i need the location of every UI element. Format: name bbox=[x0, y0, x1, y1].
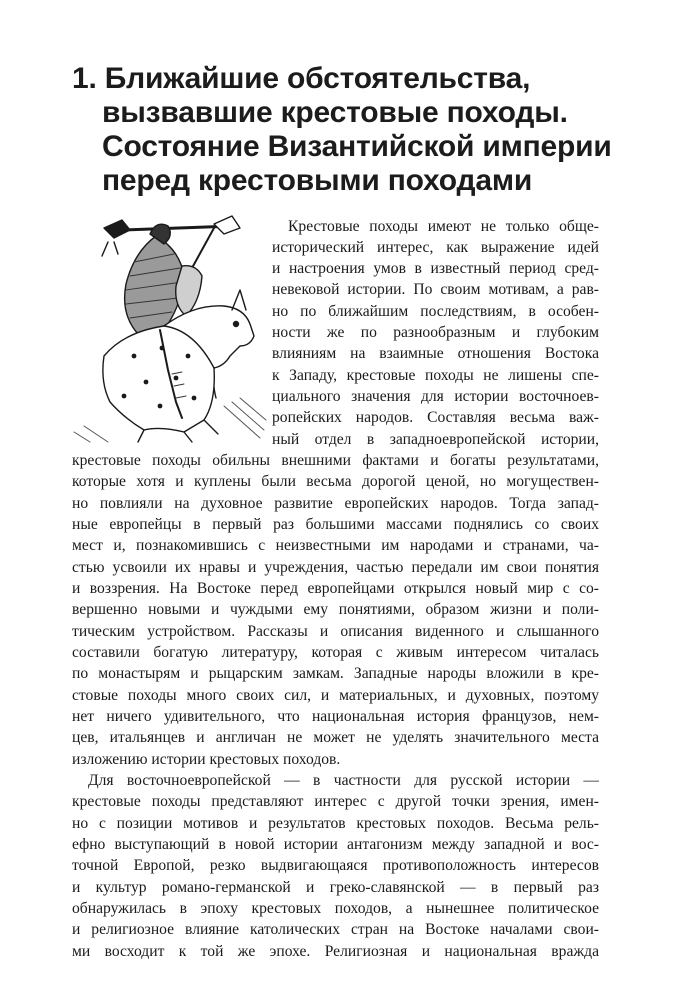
text-line: и настроения умов в известный период сред- bbox=[272, 260, 599, 277]
chapter-title-line: Состояние Византийской империи bbox=[102, 130, 612, 163]
text-line: и культур романо-германской и греко-славянской — в первый раз bbox=[72, 879, 599, 896]
text-line: циального значения для истории восточноев- bbox=[272, 388, 599, 405]
text-line: Крестовые походы имеют не только обще- bbox=[288, 218, 599, 235]
text-line: и религиозное влияние католических стран на Востоке началами свои- bbox=[72, 921, 599, 938]
text-line: нет ничего удивительного, что национальная история французов, нем- bbox=[72, 708, 599, 725]
text-line: по монастырям и рыцарским замкам. Западные народы вложили в кре- bbox=[72, 665, 599, 682]
text-line: стовые походы много своих сил, и материальных, и духовных, поэтому bbox=[72, 687, 599, 704]
text-line: но по ближайшим последствиям, в особен- bbox=[272, 303, 599, 320]
chapter-title-line: вызвавшие крестовые походы. bbox=[102, 96, 568, 129]
text-line: невековой истории. По своим мотивам, а рав- bbox=[272, 281, 599, 298]
text-line: ный отдел в западноевропейской истории, bbox=[272, 431, 599, 448]
crusader-knight-icon bbox=[64, 206, 269, 444]
text-line: цев, итальянцев и англичан не может не уделять значительного места bbox=[72, 729, 599, 746]
text-line: ности же по разнообразным и глубоким bbox=[272, 324, 599, 341]
text-line: точной Европой, резко выдвигающаяся противоположность интересов bbox=[72, 857, 599, 874]
text-line: к Западу, крестовые походы не лишены спе- bbox=[272, 367, 599, 384]
text-line: вершенно новыми и чуждыми ему понятиями, образом жизни и поли- bbox=[72, 601, 599, 618]
text-line: Для восточноевропейской — в частности для русской истории — bbox=[88, 772, 599, 789]
text-line: тическим устройством. Рассказы и описания виденного и слышанного bbox=[72, 623, 599, 640]
text-line: изложению истории крестовых походов. bbox=[72, 751, 341, 768]
text-line: но повлияли на духовное развитие европейских народов. Тогда запад- bbox=[72, 495, 599, 512]
text-line: ми восходит к той же эпохе. Религиозная и национальная вражда bbox=[72, 943, 599, 960]
text-line: и воззрения. На Востоке перед европейцами открылся новый мир с со- bbox=[72, 580, 599, 597]
text-line: ропейских народов. Составляя весьма важ- bbox=[272, 409, 599, 426]
chapter-title-line: перед крестовыми походами bbox=[102, 164, 533, 197]
text-line: мест и, познакомившись с неизвестными им народами и странами, ча- bbox=[72, 537, 599, 554]
text-line: которые хотя и куплены были весьма дорогой ценой, но могуществен- bbox=[72, 473, 599, 490]
text-line: влияниям на взаимные отношения Востока bbox=[272, 345, 599, 362]
text-line: обнаружилась в эпоху крестовых походов, а нынешнее политическое bbox=[72, 900, 599, 917]
text-line: стью усвоили их нравы и учреждения, частью передали им свои понятия bbox=[72, 559, 599, 576]
chapter-title-line: 1. Ближайшие обстоятельства, bbox=[72, 62, 531, 95]
text-line: исторический интерес, как выражение идей bbox=[272, 239, 599, 256]
chapter-title bbox=[72, 62, 632, 198]
text-line: но с позиции мотивов и результатов крестовых походов. Весьма рель- bbox=[72, 815, 599, 832]
text-line: крестовые походы представляют интерес с другой точки зрения, имен- bbox=[72, 793, 599, 810]
text-line: ефно выступающий в новой истории антагонизм между западной и вос- bbox=[72, 836, 599, 853]
crusader-illustration bbox=[64, 206, 269, 444]
text-line: крестовые походы обильны внешними фактами и богаты результатами, bbox=[72, 452, 599, 469]
text-line: ные европейцы в первый раз большими массами поднялись со своих bbox=[72, 516, 599, 533]
text-line: составили богатую литературу, которая с живым интересом читалась bbox=[72, 644, 599, 661]
